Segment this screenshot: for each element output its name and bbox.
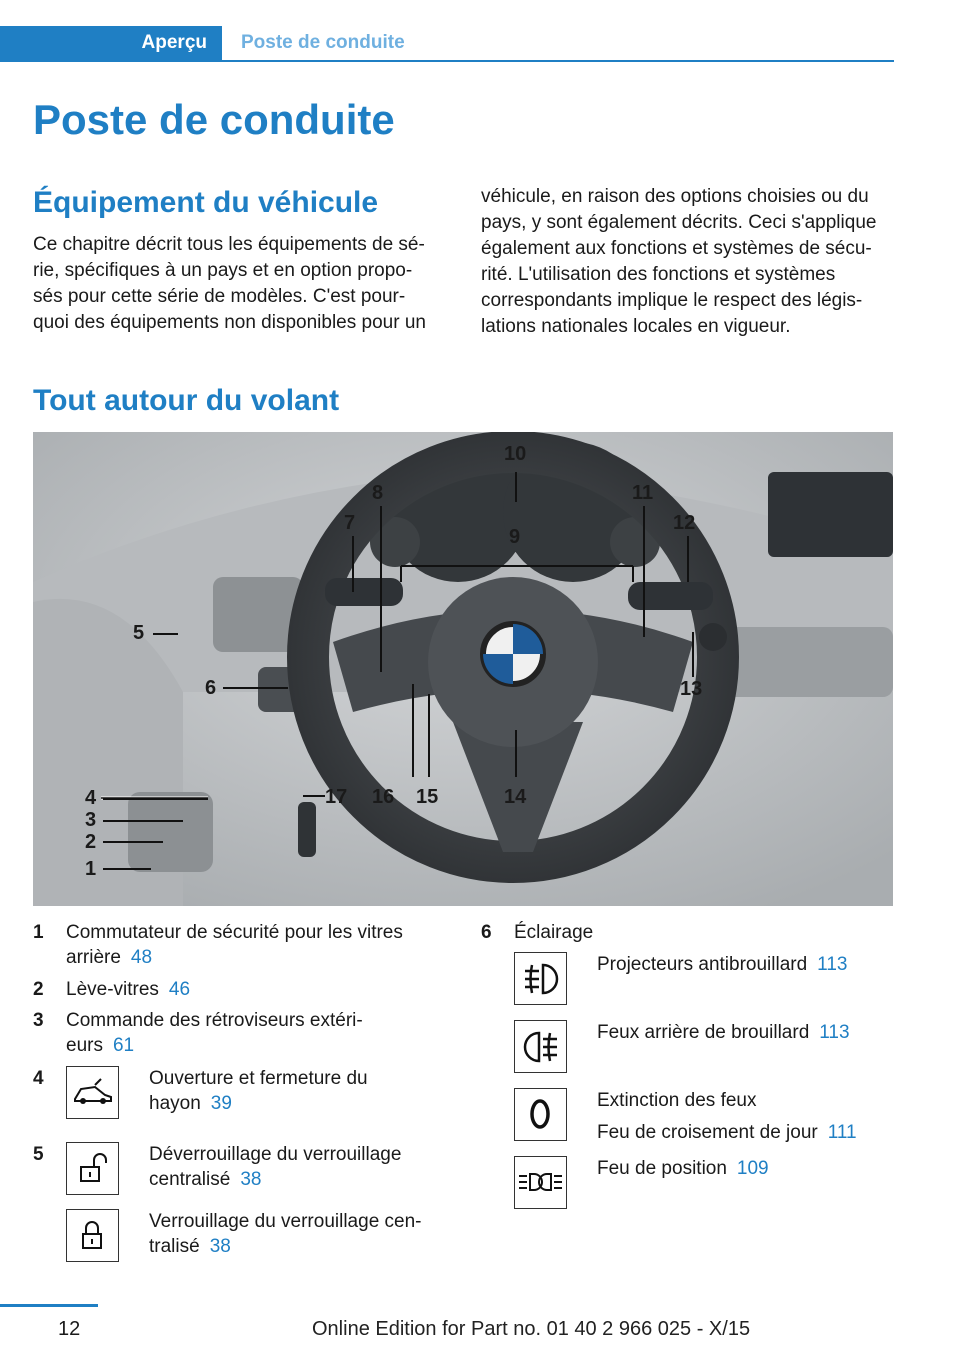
unlock-icon: [66, 1142, 119, 1195]
callout-12: 12: [673, 512, 696, 534]
legend-num-2: 2: [33, 979, 44, 1000]
page-ref[interactable]: 109: [736, 1158, 769, 1179]
callout-14: 14: [504, 786, 527, 808]
callout-4: 4: [85, 787, 97, 809]
legend-rear-fog: Feux arrière de brouillard 113: [597, 1022, 850, 1043]
callout-11: 11: [632, 482, 654, 504]
legend-num-5: 5: [33, 1144, 44, 1165]
callout-15: 15: [416, 786, 439, 808]
page-ref[interactable]: 113: [817, 954, 848, 975]
header-rule: [0, 60, 894, 62]
lighting-title: Éclairage: [514, 922, 594, 943]
cockpit-photo: [33, 432, 893, 906]
footer-rule: [0, 1304, 98, 1307]
callout-1: 1: [85, 858, 97, 880]
legend-item-lock: Verrouillage du verrouillage cen‐ tralisé 38: [149, 1211, 422, 1257]
callout-13: 13: [680, 678, 703, 700]
legend-item-5: Déverrouillage du verrouillage centralisé 38: [149, 1144, 402, 1190]
callout-8: 8: [372, 482, 384, 504]
legend-front-fog: Projecteurs antibrouillard 113: [597, 954, 848, 975]
callout-17: 17: [325, 786, 348, 808]
intro-col1: Ce chapitre décrit tous les équipements de sé‐ rie, spécifiques à un pays et en option propo‐ sés pour cette série de modèles. C'est pour‐ quoi des équipements non disponibles pour un: [33, 234, 426, 333]
legend-item-2: Lève-vitres 46: [66, 979, 191, 1000]
page-number: 12: [58, 1318, 81, 1340]
section-title-volant: Tout autour du volant: [33, 384, 340, 417]
page-ref[interactable]: 61: [112, 1035, 135, 1056]
tailgate-icon: [66, 1066, 119, 1119]
page-title: Poste de conduite: [33, 96, 395, 143]
page-ref[interactable]: 113: [819, 1022, 850, 1043]
tab-poste-de-conduite[interactable]: Poste de conduite: [241, 32, 405, 53]
legend-parking-light: Feu de position 109: [597, 1158, 769, 1179]
callout-6: 6: [205, 677, 217, 699]
intro-col2: véhicule, en raison des options choisies ou du pays, y sont également décrits. Ceci s'applique également aux fonctions et systèmes de sécu‐ rité. L'utilisation des fonctions et systèmes correspondants implique le respect des légis‐ lations nationales locales en vigueur.: [481, 186, 877, 337]
callout-5: 5: [133, 622, 145, 644]
callout-9: 9: [509, 526, 521, 548]
page-ref[interactable]: 111: [827, 1122, 857, 1143]
lock-icon: [66, 1209, 119, 1262]
header-tabs: [0, 26, 894, 62]
parking-light-icon: [514, 1156, 567, 1209]
tab-apercu[interactable]: Aperçu: [0, 26, 222, 60]
callout-16: 16: [372, 786, 395, 808]
page-ref[interactable]: 48: [130, 947, 153, 968]
legend-num-1: 1: [33, 922, 44, 943]
legend-item-1: Commutateur de sécurité pour les vitres arrière 48: [66, 922, 403, 968]
callout-2: 2: [85, 831, 97, 853]
callout-10: 10: [504, 443, 527, 465]
callout-7: 7: [344, 512, 356, 534]
callout-lines: [33, 432, 893, 906]
legend-num-4: 4: [33, 1068, 44, 1089]
front-fog-icon: [514, 952, 567, 1005]
legend-item-3: Commande des rétroviseurs extéri‐ eurs 61: [66, 1010, 363, 1056]
legend-num-3: 3: [33, 1010, 44, 1031]
section-title-equipement: Équipement du véhicule: [33, 186, 379, 219]
page-ref[interactable]: 39: [210, 1093, 232, 1114]
legend-num-6: 6: [481, 922, 492, 943]
page-ref[interactable]: 38: [240, 1169, 262, 1190]
footer-edition: Online Edition for Part no. 01 40 2 966 025 - X/15: [312, 1318, 751, 1340]
lights-off-icon: [514, 1088, 567, 1141]
page-ref[interactable]: 38: [209, 1236, 231, 1257]
legend-lights-off: Extinction des feux Feu de croisement de jour 111: [597, 1090, 857, 1143]
callout-3: 3: [85, 809, 97, 831]
rear-fog-icon: [514, 1020, 567, 1073]
legend-item-4: Ouverture et fermeture du hayon 39: [149, 1068, 368, 1114]
page-ref[interactable]: 46: [168, 979, 191, 1000]
